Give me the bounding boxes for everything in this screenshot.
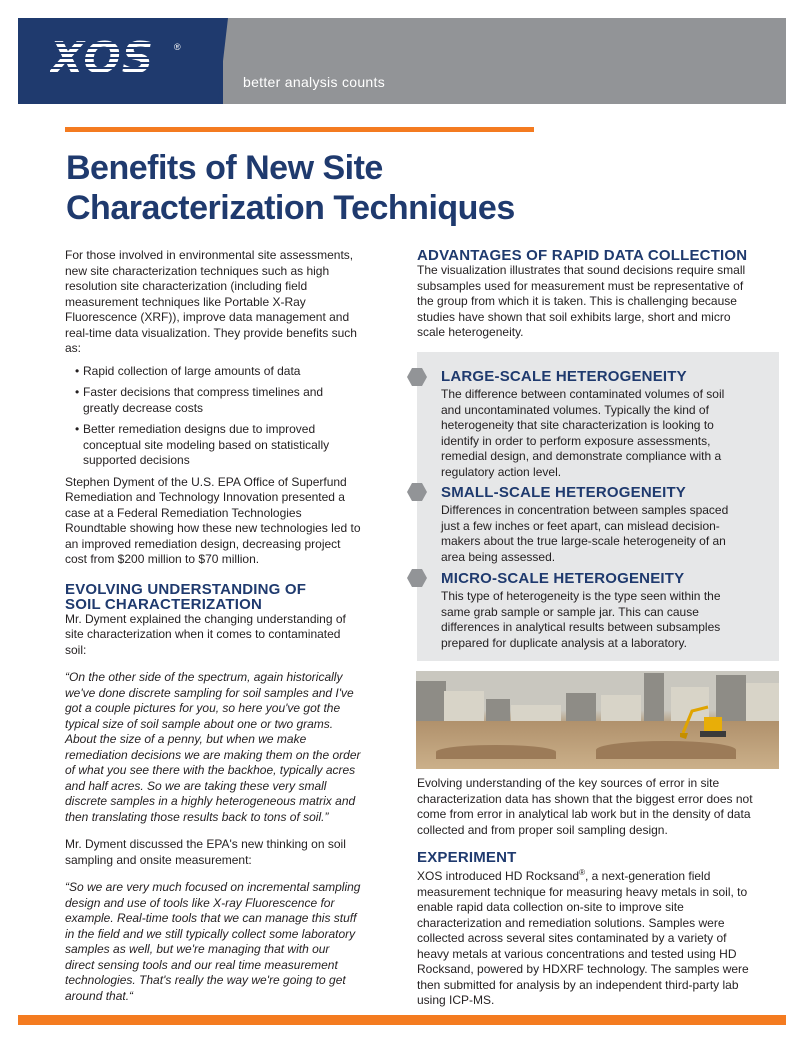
micro-scale-text: This type of heterogeneity is the type seen within the same grab sample or sample jar. This can cause differences in analytical results between subsamples prepared for duplicate analysis at a laboratory. <box>441 589 721 650</box>
quote-two: “So we are very much focused on incremental sampling design and use of tools like X-ray Fluorescence for example. Real-time tools that we can manage this stuff in the field and we still typically collect some laboratory samples as well, but we're managing that with our direct sensing tools and our real time measurement technologies. That's really the way we're going to get around that.“ <box>65 880 361 1003</box>
page-title-line-2: Characterization Techniques <box>66 189 515 227</box>
experiment-registered-mark: ® <box>579 868 585 877</box>
micro-scale-item <box>441 571 741 651</box>
section-heading-evolving <box>65 582 361 612</box>
page-title <box>66 148 626 228</box>
experiment-text-a: XOS introduced HD Rocksand <box>417 869 580 883</box>
benefits-list <box>65 364 361 469</box>
intro-paragraph: For those involved in environmental site assessments, new site characterization techniques such as high resolution site characterization (including field measurement techniques like Portable X-Ray Fluorescence (XRF)), improve data management and real-time data visualization. They provide benefits such as: <box>65 248 357 355</box>
error-sources-paragraph: Evolving understanding of the key sources of error in site characterization data has shown that the biggest error does not come from error in analytical lab work but in the density of data collected and from proper soil sampling design. <box>417 776 753 837</box>
section-heading-line-2: SOIL CHARACTERIZATION <box>65 595 262 613</box>
section-heading-advantages: ADVANTAGES OF RAPID DATA COLLECTION <box>417 247 748 264</box>
large-scale-heading: LARGE-SCALE HETEROGENEITY <box>441 368 687 385</box>
xos-logo: XOS <box>50 33 155 84</box>
section-heading-experiment: EXPERIMENT <box>417 849 517 866</box>
right-column-bottom <box>417 776 753 1009</box>
right-column-top <box>417 248 753 341</box>
construction-site-photo <box>416 671 779 769</box>
benefit-item: • Rapid collection of large amounts of data <box>65 364 361 380</box>
epa-paragraph: Stephen Dyment of the U.S. EPA Office of Superfund Remediation and Technology Innovation presented a case at a Federal Remediation Technologies Roundtable showing how these new technologies led to an improved remediation design, decreasing project cost from $200 million to $70 million. <box>65 474 361 566</box>
micro-scale-heading: MICRO-SCALE HETEROGENEITY <box>441 570 685 587</box>
benefit-item: • Better remediation designs due to improved conceptual site modeling based on statistically supported decisions <box>65 422 361 469</box>
small-scale-heading: SMALL-SCALE HETEROGENEITY <box>441 484 687 501</box>
advantages-paragraph: The visualization illustrates that sound decisions require small subsamples used for measurement must be representative of the group from which it is taken. This is challenging because studies have shown that soil exhibits large, short and micro scale heterogeneity. <box>417 263 746 339</box>
section-heading-line-1: EVOLVING UNDERSTANDING OF <box>65 580 307 598</box>
tagline: better analysis counts <box>243 74 386 90</box>
page-title-line-1: Benefits of New Site <box>66 149 383 187</box>
small-scale-item <box>441 485 741 565</box>
excavator-icon <box>678 703 728 743</box>
epa-thinking-paragraph: Mr. Dyment discussed the EPA's new thinking on soil sampling and onsite measurement: <box>65 837 346 867</box>
dyment-paragraph: Mr. Dyment explained the changing understanding of site characterization when it comes to contaminated soil: <box>65 611 346 657</box>
title-rule <box>65 127 534 132</box>
left-column <box>65 248 361 1004</box>
registered-mark: ® <box>174 42 181 52</box>
quote-one: “On the other side of the spectrum, again historically we've done discrete sampling for soil samples and I've got a couple pictures for you, so here you've got the typical size of soil sample about one or two grams. About the size of a penny, but when we make remediation decisions we are making them on the order of what you see there with the backhoe, typically acres and half acres. So we are taking these very small discrete samples in a highly heterogeneous matrix and then translating those results back to tons of soil.” <box>65 670 361 824</box>
experiment-text-b: , a next-generation field measurement technique for measuring heavy metals in soil, to enable rapid data collection on-site to improve site characterization and remediation solutions. Samples were collected across several sites contaminated by a variety of heavy metals at various concentrations and tested using HD Rocksand, powered by HDXRF technology. The samples were then submitted for analysis by an independent third-party lab using ICP-MS. <box>417 869 749 1007</box>
benefit-item: • Faster decisions that compress timelines and greatly decrease costs <box>65 385 361 416</box>
large-scale-text: The difference between contaminated volumes of soil and uncontaminated volumes. Typically the kind of heterogeneity that site characterization is looking to identify in order to perform exposure assessments, remedial design, and demonstrate compliance with a regulatory action level. <box>441 387 725 479</box>
logo-tab <box>218 18 228 104</box>
small-scale-text: Differences in concentration between samples spaced just a few inches or feet apart, can mislead decision-makers about the true large-scale heterogeneity of an area being assessed. <box>441 503 729 564</box>
experiment-paragraph <box>417 865 753 1009</box>
footer-bar <box>18 1015 786 1025</box>
large-scale-item <box>441 369 741 480</box>
